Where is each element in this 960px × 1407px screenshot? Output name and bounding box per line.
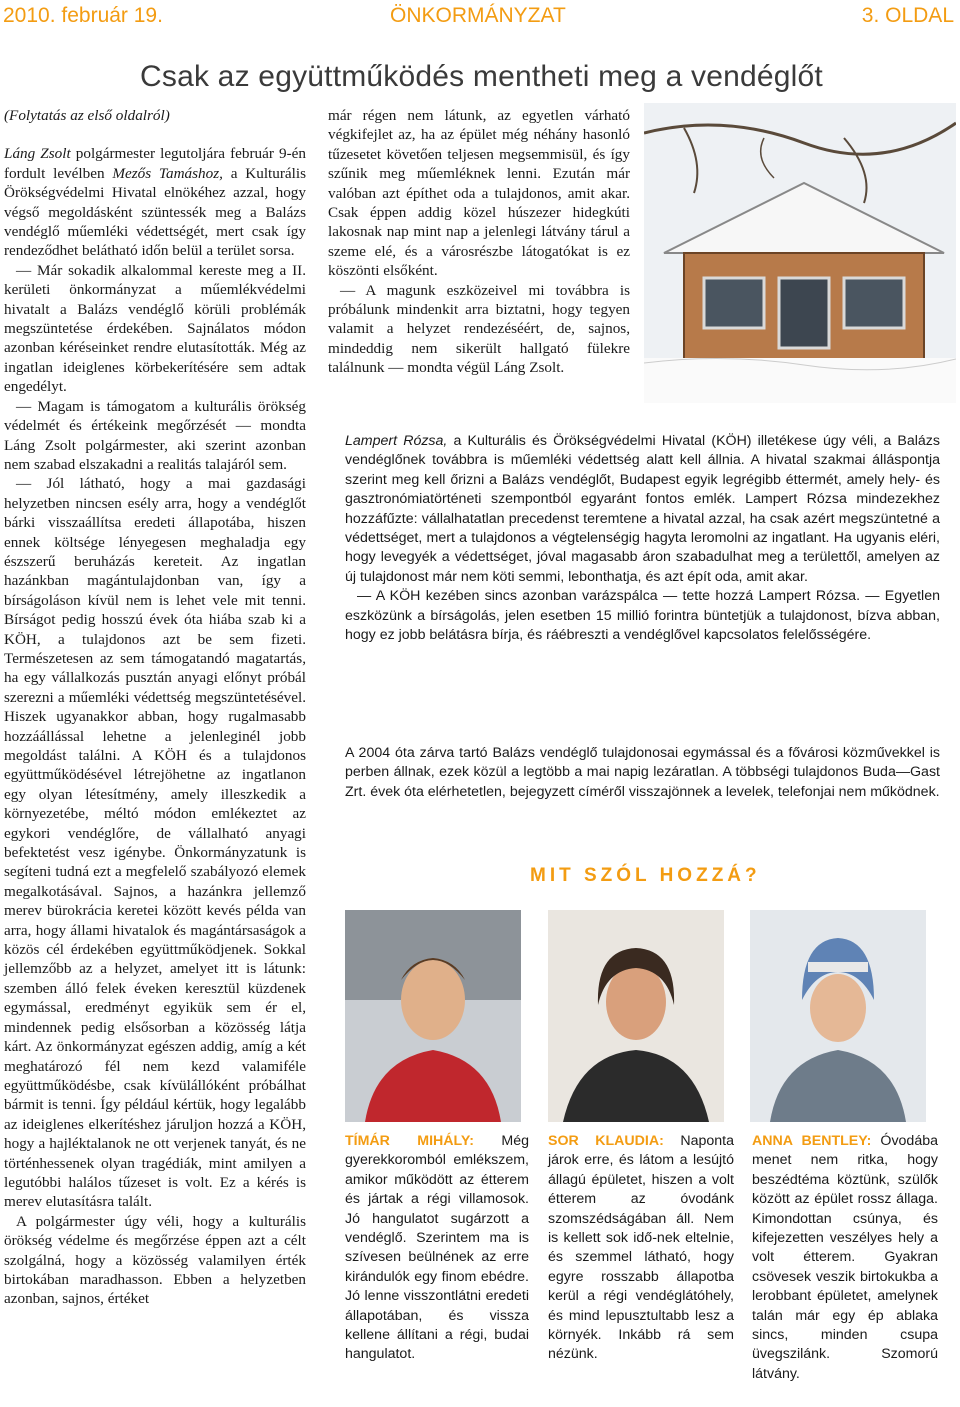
paragraph: — Jól látható, hogy a mai gazdasági helyzetben nincsen esély arra, hogy a vendéglőt bárki visszaállítsa eredeti állapotába, hiszen ennek költsége lényegesen meghaladja egy észszerű beruházás kereteit. Az ingatlan hazánkban magántulajdonban van, így a bírságoláson kívül nem is lehet vele mit tenni. Bírságot pedig hosszú évek óta hiába szab ki a KÖH, a tulajdonos azt be sem fizeti. Természetesen az sem támogatandó magatartás, ha egy vállalkozás pusztán anyagi előnyt próbál szerezni a műemléki védettség megszüntetésével. Hiszek ugyanakkor abban, hogy rugalmasabb hozzáállással lehetne a jelenleginél jobb megoldást találni. A KÖH és a tulajdonos együttműködésével létrejöhetne az ingatlanon egy olyan létesítmény, amely illeszkedik a környezetébe, méltó módon emlékeztet az egykori vendéglőre, de vállalható anyagi befektetést vesz igénybe. Önkormányzatunk is segíteni tudná ezt a megfelelő szabályozó elemek megalkotásával. Sajnos, a hazánkra jellemző merev bürokrácia keretei között kevés példa van arra, hogy állami hivatalok és magántársaságok a közös cél érdekében együttműködjenek. Sokkal jellemzőbb az a helyzet, amelyet itt is látunk: szemben álló felek éveken keresztül küzdenek egymással, eredményt egyikük sem ér el, mindennek pedig elsősorban a közösség látja kárt. Az önkormányzat egészen addig, amíg a két meghatározó fél nem kezd valamiféle együttműködésbe, csak kívülállóként próbálhat bármit is tenni. Így például kértük, hogy legalább az ideiglenes elkerítéshez járuljon hozzá a KÖH, hogy a hajléktalanok ne ott verjenek tanyát, és ne történhessenek olyan tragédiák, mint amilyen a legutóbbi halálos tűzeset is volt. Ez a kérés is merev elutasításra talált.	[4, 475, 306, 1211]
building-illustration	[644, 103, 956, 403]
paragraph	[4, 144, 306, 260]
quote-text: Naponta járok erre, és látom a lesújtó állagú épületet, hiszen a volt étterem az óvodánk szomszédságában áll. Nem is kellett sok idő-nek eltelnie, és szemmel látható, hogy egyre rosszabb állapotba kerül a régi vendéglátóhely, és mind lepusztultabb lesz a környék. Inkább rá sem nézünk.	[548, 1133, 734, 1363]
person-name: Lampert Rózsa,	[345, 433, 448, 449]
paragraph: — Már sokadik alkalommal kereste meg a II. kerületi önkormányzat a műemlékvédelmi hivatalt a Balázs vendéglő körüli problémák megszüntetése érdekében. Sajnálatos módon azonban kéréseinket rendre elutasították. Még az ingatlan ideiglenes körbekerítésére sem adtak engedélyt.	[4, 261, 306, 396]
column-middle	[328, 106, 630, 378]
issue-date: 2010. február 19.	[3, 4, 163, 27]
person-name: Mezős Tamáshoz,	[112, 164, 223, 182]
article-title: Csak az együttműködés mentheti meg a vendéglőt	[140, 60, 823, 93]
paragraph: — Magam is támogatom a kulturális örökség védelmét és értékeink megőrzését — mondta Láng Zsolt polgármester, aki szerint azonban nem szabad elszakadni a realitás talajáról sem.	[4, 397, 306, 473]
text-run: a Kulturális Örökségvédelmi Hivatal elnökéhez azzal, hogy végső megoldásként szüntessék meg a Balázs vendéglő műemléki védettségét, mert csak így rendeződhet belátható időn belül a terület sorsa.	[4, 164, 306, 260]
page-number: 3. OLDAL	[861, 4, 954, 27]
paragraph: már régen nem látunk, az egyetlen várható végkifejlet az, ha az épület még néhány hasonló tűzesetet követően teljesen megsemmisül, és így szűnik meg műemléknek lenni. Ezután már valóban azt építhet oda a tulajdonos, amit akar. Csak éppen addig közel húszezer hidegkúti lakosnak nap mint nap a jelenlegi látvány tárul a szeme elé, és a városrészbe látogatókat is ez köszönti elsőként.	[328, 107, 630, 280]
quote-text: Még gyerekkoromból emlékszem, amikor működött az étterem és jártak a régi villamosok. Jó hangulatot sugárzott a vendéglő. Szerintem ma is szívesen beülnének az erre kirándulók egy finom ebédre. Jó lenne visszontlátni eredeti állapotában, és vissza kellene állítani a régi, budai hangulatot.	[345, 1133, 529, 1363]
quote-anna-bentley	[752, 1132, 938, 1384]
section-name: ÖNKORMÁNYZAT	[390, 4, 566, 27]
background-note	[345, 744, 940, 802]
portrait-timar-mihaly	[345, 910, 521, 1122]
quote-author: SOR KLAUDIA:	[548, 1133, 664, 1149]
text-run: polgármester legutoljára február 9-én fordult levélben	[4, 145, 306, 182]
text-run: a Kulturális és Örökségvédelmi Hivatal (KÖH) illetékese úgy véli, a Balázs vendéglőnek továbbra is műemléki védettség alatt kell állnia. A hivatal szakmai álláspontja szerint meg kell őrizni a Balázs vendéglőt, Budapest egyik legrégibb éttermét, amely hely- és gasztronómiatörténeti szempontból egyaránt fontos emlék. Lampert Rózsa mindezekhez hozzáfűzte: vállalhatatlan precedenst teremtene a hivatal azzal, ha csak azért megszüntetné a védettséget, mert a tulajdonos a végtelenségig hagyta leromolni az ingatlant. Ha ugyanis eléri, hogy levegyék a védettséget, jóval magasabb áron szabadulhat meg a területtől, amelyen az új tulajdonost már nem köti semmi, lebonthatja, és azt épít oda, amit akar.	[345, 433, 940, 585]
paragraph: A 2004 óta zárva tartó Balázs vendéglő tulajdonosai egymással és a fővárosi közművekkel is perben állnak, ezek közül a legtöbb a mai napig lezáratlan. A többségi tulajdonos Buda—Gast Zrt. évek óta elérhetetlen, bejegyzett címéről visszajönnek a levelek, telefonjai nem működnek.	[345, 745, 940, 800]
person-photo	[750, 910, 926, 1122]
quote-text: Óvodába menet nem ritka, hogy beszédtéma köztünk, szülők között az épület rossz állaga. Kimondottan csúnya, és kifejezetten veszélyes hely a volt étterem. Gyakran csövesek veszik birtokukba a lerobbant épületet, amelynek talán már egy ép ablaka sincs, minden csupa üvegszilánk. Szomorú látvány.	[752, 1133, 938, 1382]
page-header	[0, 0, 960, 30]
paragraph: — A KÖH kezében sincs azonban varázspálca — tette hozzá Lampert Rózsa. — Egyetlen eszközünk a bírságolás, jelen esetben 15 millió forintra büntetjük a tulajdonost, bízva abban, hogy ez jobb belátásra bírja, és ráébreszti a vendéglővel kapcsolatos felelősségére.	[345, 588, 940, 644]
quote-author: ANNA BENTLEY:	[752, 1133, 872, 1149]
person-name: Láng Zsolt	[4, 145, 71, 163]
person-photo	[345, 910, 521, 1122]
paragraph: — A magunk eszközeivel mi továbbra is próbálunk mindenkit arra biztatni, hogy tegyen valamit a helyzet rendezéséért, de, sajnos, mindeddig nem sikerült hallgató fülekre találnunk — mondta végül Láng Zsolt.	[328, 281, 630, 377]
paragraph: A polgármester úgy véli, hogy a kulturális örökség védelme és megőrzése éppen azt a célt szolgálná, hogy a közösség valamilyen érték birtokában maradhasson. Ebben a helyzetben azonban, sajnos, értéket	[4, 1212, 306, 1308]
quote-timar-mihaly	[345, 1132, 529, 1365]
portrait-sor-klaudia	[548, 910, 724, 1122]
quote-sor-klaudia	[548, 1132, 734, 1365]
person-photo	[548, 910, 724, 1122]
section-heading: MIT SZÓL HOZZÁ?	[530, 865, 761, 886]
koh-statement	[345, 432, 940, 645]
paragraph	[345, 432, 940, 587]
quote-author: TÍMÁR MIHÁLY:	[345, 1133, 475, 1149]
restaurant-photo	[644, 103, 956, 403]
column-left	[4, 106, 306, 1309]
portrait-anna-bentley	[750, 910, 926, 1122]
continued-note: (Folytatás az első oldalról)	[4, 107, 170, 124]
